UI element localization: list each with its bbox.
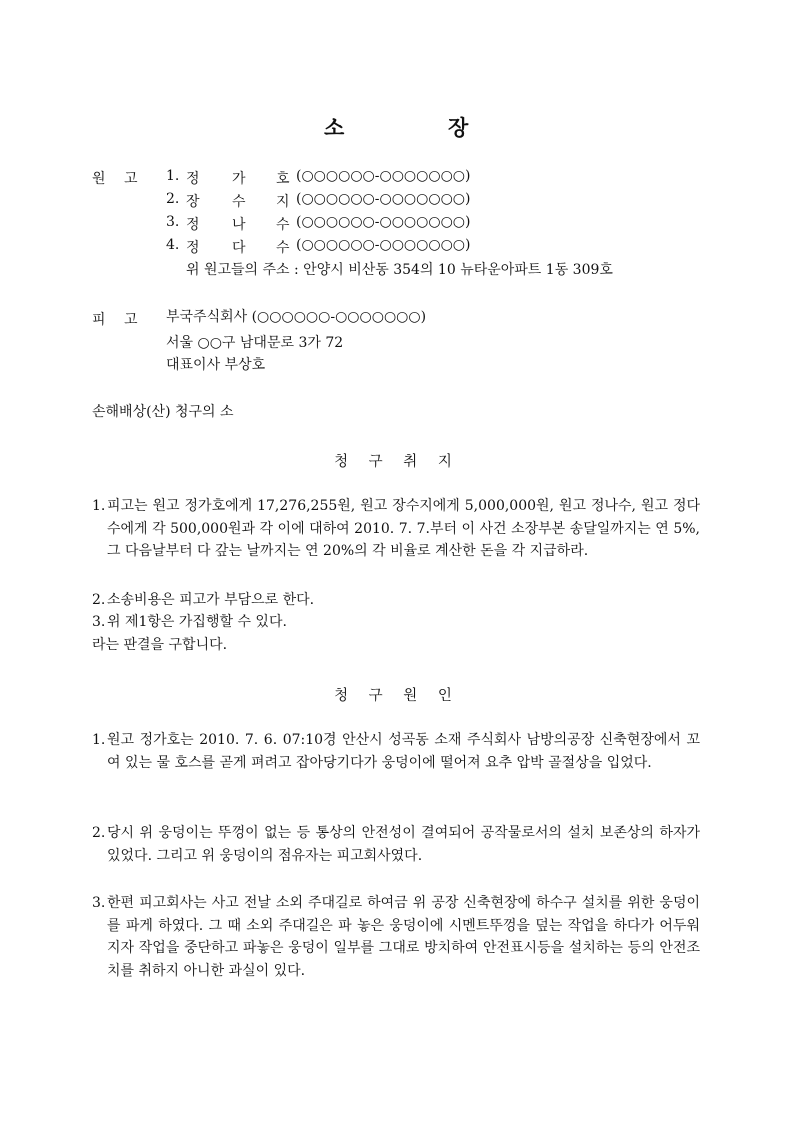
defendant-label-b: 고 [124,312,138,328]
plaintiff-label-a: 원 [92,171,106,187]
title-char-1: 소 [324,115,345,140]
defendant-label-a: 피 [92,312,106,328]
case-title: 손해배상(산) 청구의 소 [92,404,234,420]
claim-purpose-closing: 라는 판결을 구합니다. [92,637,228,653]
defendant-name: 부국주식회사 (○○○○○○-○○○○○○○) [166,309,427,325]
claim-purpose-item: 1. 피고는 원고 정가호에게 17,276,255원, 원고 장수지에게 5,000,000원, 원고 정나수, 원고 정다수에게 각 500,000원과 각 이에 대하여 2010. 7. 7.부터 이 사건 소장부본 송달일까지는 연 5%, 그 다음날부터 다 갚는 날까지는 연 20%의 각 비율로 계산한 돈을 각 지급하라. [92,498,700,559]
claim-cause-heading: 청 구 원 인 [334,688,460,704]
claim-purpose-item: 3. 위 제1항은 가집행할 수 있다. [92,614,287,630]
defendant-address: 서울 ○○구 남대문로 3가 72 [166,335,344,351]
claim-cause-item: 1. 원고 정가호는 2010. 7. 6. 07:10경 안산시 성곡동 소재 주식회사 남방의공장 신축현장에서 꼬여 있는 물 호스를 곧게 펴려고 잡아당기다가 웅덩이에 떨어져 요추 압박 골절상을 입었다. [92,732,700,771]
document-page: 소 장 원 고 1. 정 가 호 (○○○○○○-○○○○○○○) 2. 장 수 지 (○○○○○○-○○○○○○○) 3. 정 나 수 (○○○○○○-○○○○○○○) 4. 정 다 수 (○○○○○○-○○○○○○○) 위 원고들의 주소 : 안양시 비산동 354의 10 뉴타운아파트 1동 309호 피 고 부국주식회사 (○○○○○○-○○○○○○○) 서울 ○○구 남대문로 3가 72 대표이사 부상호 손해배상(산) 청구의 소 청 구 취 지 1. 피고는 원고 정가호에게 17,276,255원, 원고 장수지에게 5,000,000원, 원고 정나수, 원고 정다수에게 각 500,000원과 각 이에 대하여 2010. 7. 7.부터 이 사건 소장부본 송달일까지는 연 5%, 그 다음날부터 다 갚는 날까지는 연 20%의 각 비율로 계산한 돈을 각 지급하라. 2. 소송비용은 피고가 부담으로 한다. 3. 위 제1항은 가집행할 수 있다. 라는 판결을 구합니다. 청 구 원 인 1. 원고 정가호는 2010. 7. 6. 07:10경 안산시 성곡동 소재 주식회사 남방의공장 신축현장에서 꼬여 있는 물 호스를 곧게 펴려고 잡아당기다가 웅덩이에 떨어져 요추 압박 골절상을 입었다. 2. 당시 위 웅덩이는 뚜껑이 없는 등 통상의 안전성이 결여되어 공작물로서의 설치 보존상의 하자가 있었다. 그리고 위 웅덩이의 점유자는 피고회사였다. 3. 한편 피고회사는 사고 전날 소외 주대길로 하여금 위 공장 신축현장에 하수구 설치를 위한 웅덩이를 파게 하였다. 그 때 소외 주대길은 파 놓은 웅덩이에 시멘트뚜껑을 덮는 작업을 하다가 어두워지자 작업을 중단하고 파놓은 웅덩이 일부를 그대로 방치하여 안전표시등을 설치하는 등의 안전조치를 취하지 아니한 과실이 있다. [0,0,794,1123]
defendant-representative: 대표이사 부상호 [166,357,266,373]
plaintiff-address: 위 원고들의 주소 : 안양시 비산동 354의 10 뉴타운아파트 1동 309호 [186,262,613,278]
claim-purpose-heading: 청 구 취 지 [334,454,460,470]
claim-purpose-item: 2. 소송비용은 피고가 부담으로 한다. [92,592,315,608]
claim-cause-item: 3. 한편 피고회사는 사고 전날 소외 주대길로 하여금 위 공장 신축현장에 하수구 설치를 위한 웅덩이를 파게 하였다. 그 때 소외 주대길은 파 놓은 웅덩이에 시멘트뚜껑을 덮는 작업을 하다가 어두워지자 작업을 중단하고 파놓은 웅덩이 일부를 그대로 방치하여 안전표시등을 설치하는 등의 안전조치를 취하지 아니한 과실이 있다. [92,895,700,979]
claim-cause-item: 2. 당시 위 웅덩이는 뚜껑이 없는 등 통상의 안전성이 결여되어 공작물로서의 설치 보존상의 하자가 있었다. 그리고 위 웅덩이의 점유자는 피고회사였다. [92,825,700,864]
title-char-2: 장 [448,115,469,140]
plaintiff-label-b: 고 [124,171,138,187]
